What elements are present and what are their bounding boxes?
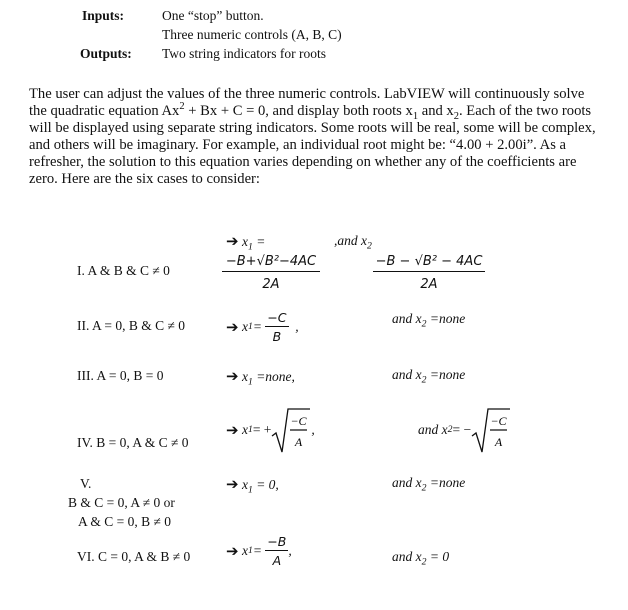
paragraph-line-5: refresher, the solution to this equation varies depending on whether any of the coefficients are [29, 154, 577, 170]
case-4-sqrt-2 [471, 406, 511, 454]
case-6-fraction: $\frac{-B}{A}$ [267, 534, 287, 568]
paragraph-line-6: zero. Here are the six cases to consider: [29, 171, 260, 187]
arrow-icon: ➔ [226, 475, 239, 493]
case-1-denominator-2: 2A [420, 277, 438, 292]
paragraph-line-1: The user can adjust the values of the three numeric controls. LabVIEW will continuously solve [29, 86, 585, 102]
case-2-label: II. A = 0, B & C ≠ 0 [77, 318, 186, 333]
case-6-label: VI. C = 0, A & B ≠ 0 [77, 549, 191, 564]
case-1-numerator-1: −B+√B²−4AC [222, 254, 320, 272]
paragraph-line-3: will be displayed using separate string indicators. Some roots will be real, some will be complex, [29, 120, 596, 136]
arrow-icon: ➔ [226, 232, 239, 250]
paragraph-line-4: and others will be imaginary. For example, an individual root might be: “4.00 + 2.00i”. As a [29, 137, 567, 153]
case-2-fraction: $\frac{-C}{B}$ [267, 310, 287, 344]
case-2-x2: and $x_2$ =none [392, 311, 466, 330]
case-1-fraction-1 [222, 254, 320, 292]
case-1-numerator-2: −B − √B² − 4AC [373, 254, 485, 272]
case-5-x1: ➔ $x_1 = 0$, [226, 475, 279, 496]
case-1-denominator-1: 2A [262, 277, 280, 292]
case-1-fraction-2 [373, 254, 485, 292]
case-5-x2: and $x_2$ =none [392, 475, 466, 494]
case-4-sqrt-1 [271, 406, 311, 454]
arrow-icon: ➔ [226, 367, 239, 385]
case-6-x2: and $x_2 = 0$ [392, 549, 450, 568]
case-3-label: III. A = 0, B = 0 [77, 368, 164, 383]
inputs-line-2: Three numeric controls (A, B, C) [162, 27, 342, 42]
case-3-x2: and $x_2$ =none [392, 367, 466, 386]
case-6-x1: ➔ x 1 = $\frac{-B}{A}$ , [226, 534, 292, 568]
case-4-x1: ➔ x 1 = + −C A , [226, 405, 315, 455]
case-5-label-line-3: A & C = 0, B ≠ 0 [78, 514, 172, 529]
description-paragraph [29, 86, 603, 188]
case-4-numerator-1: −C [290, 414, 307, 428]
paragraph-line-2: the quadratic equation $Ax^2 + Bx + C = 0$, and display both roots $x_1$ and $x_2$. Each of the two roots [29, 101, 592, 122]
arrow-icon: ➔ [226, 542, 239, 560]
case-2-x1: ➔ x 1 = $\frac{-C}{B}$ , [226, 310, 299, 344]
case-1-and-x2: ,and $x_2$ [334, 233, 372, 252]
case-1-x1: ➔ $x_1$ = [226, 232, 266, 253]
inputs-line-1: One “stop” button. [162, 8, 264, 23]
outputs-label: Outputs: [80, 46, 132, 61]
case-3-x1: ➔ $x_1$ =none, [226, 367, 295, 388]
case-4-x2: and x 2 = − −C A [418, 405, 511, 455]
case-5-label-line-2: B & C = 0, A ≠ 0 or [68, 495, 175, 510]
outputs-line: Two string indicators for roots [162, 46, 327, 61]
case-4-numerator-2: −C [490, 414, 507, 428]
case-4-label: IV. B = 0, A & C ≠ 0 [77, 435, 189, 450]
arrow-icon: ➔ [226, 318, 239, 336]
case-4-denominator-1: A [295, 435, 303, 449]
arrow-icon: ➔ [226, 421, 239, 439]
case-5-label-line-1: V. [80, 476, 92, 491]
case-1-label: I. A & B & C ≠ 0 [77, 263, 170, 278]
case-4-denominator-2: A [494, 435, 503, 449]
inputs-label: Inputs: [82, 8, 125, 23]
